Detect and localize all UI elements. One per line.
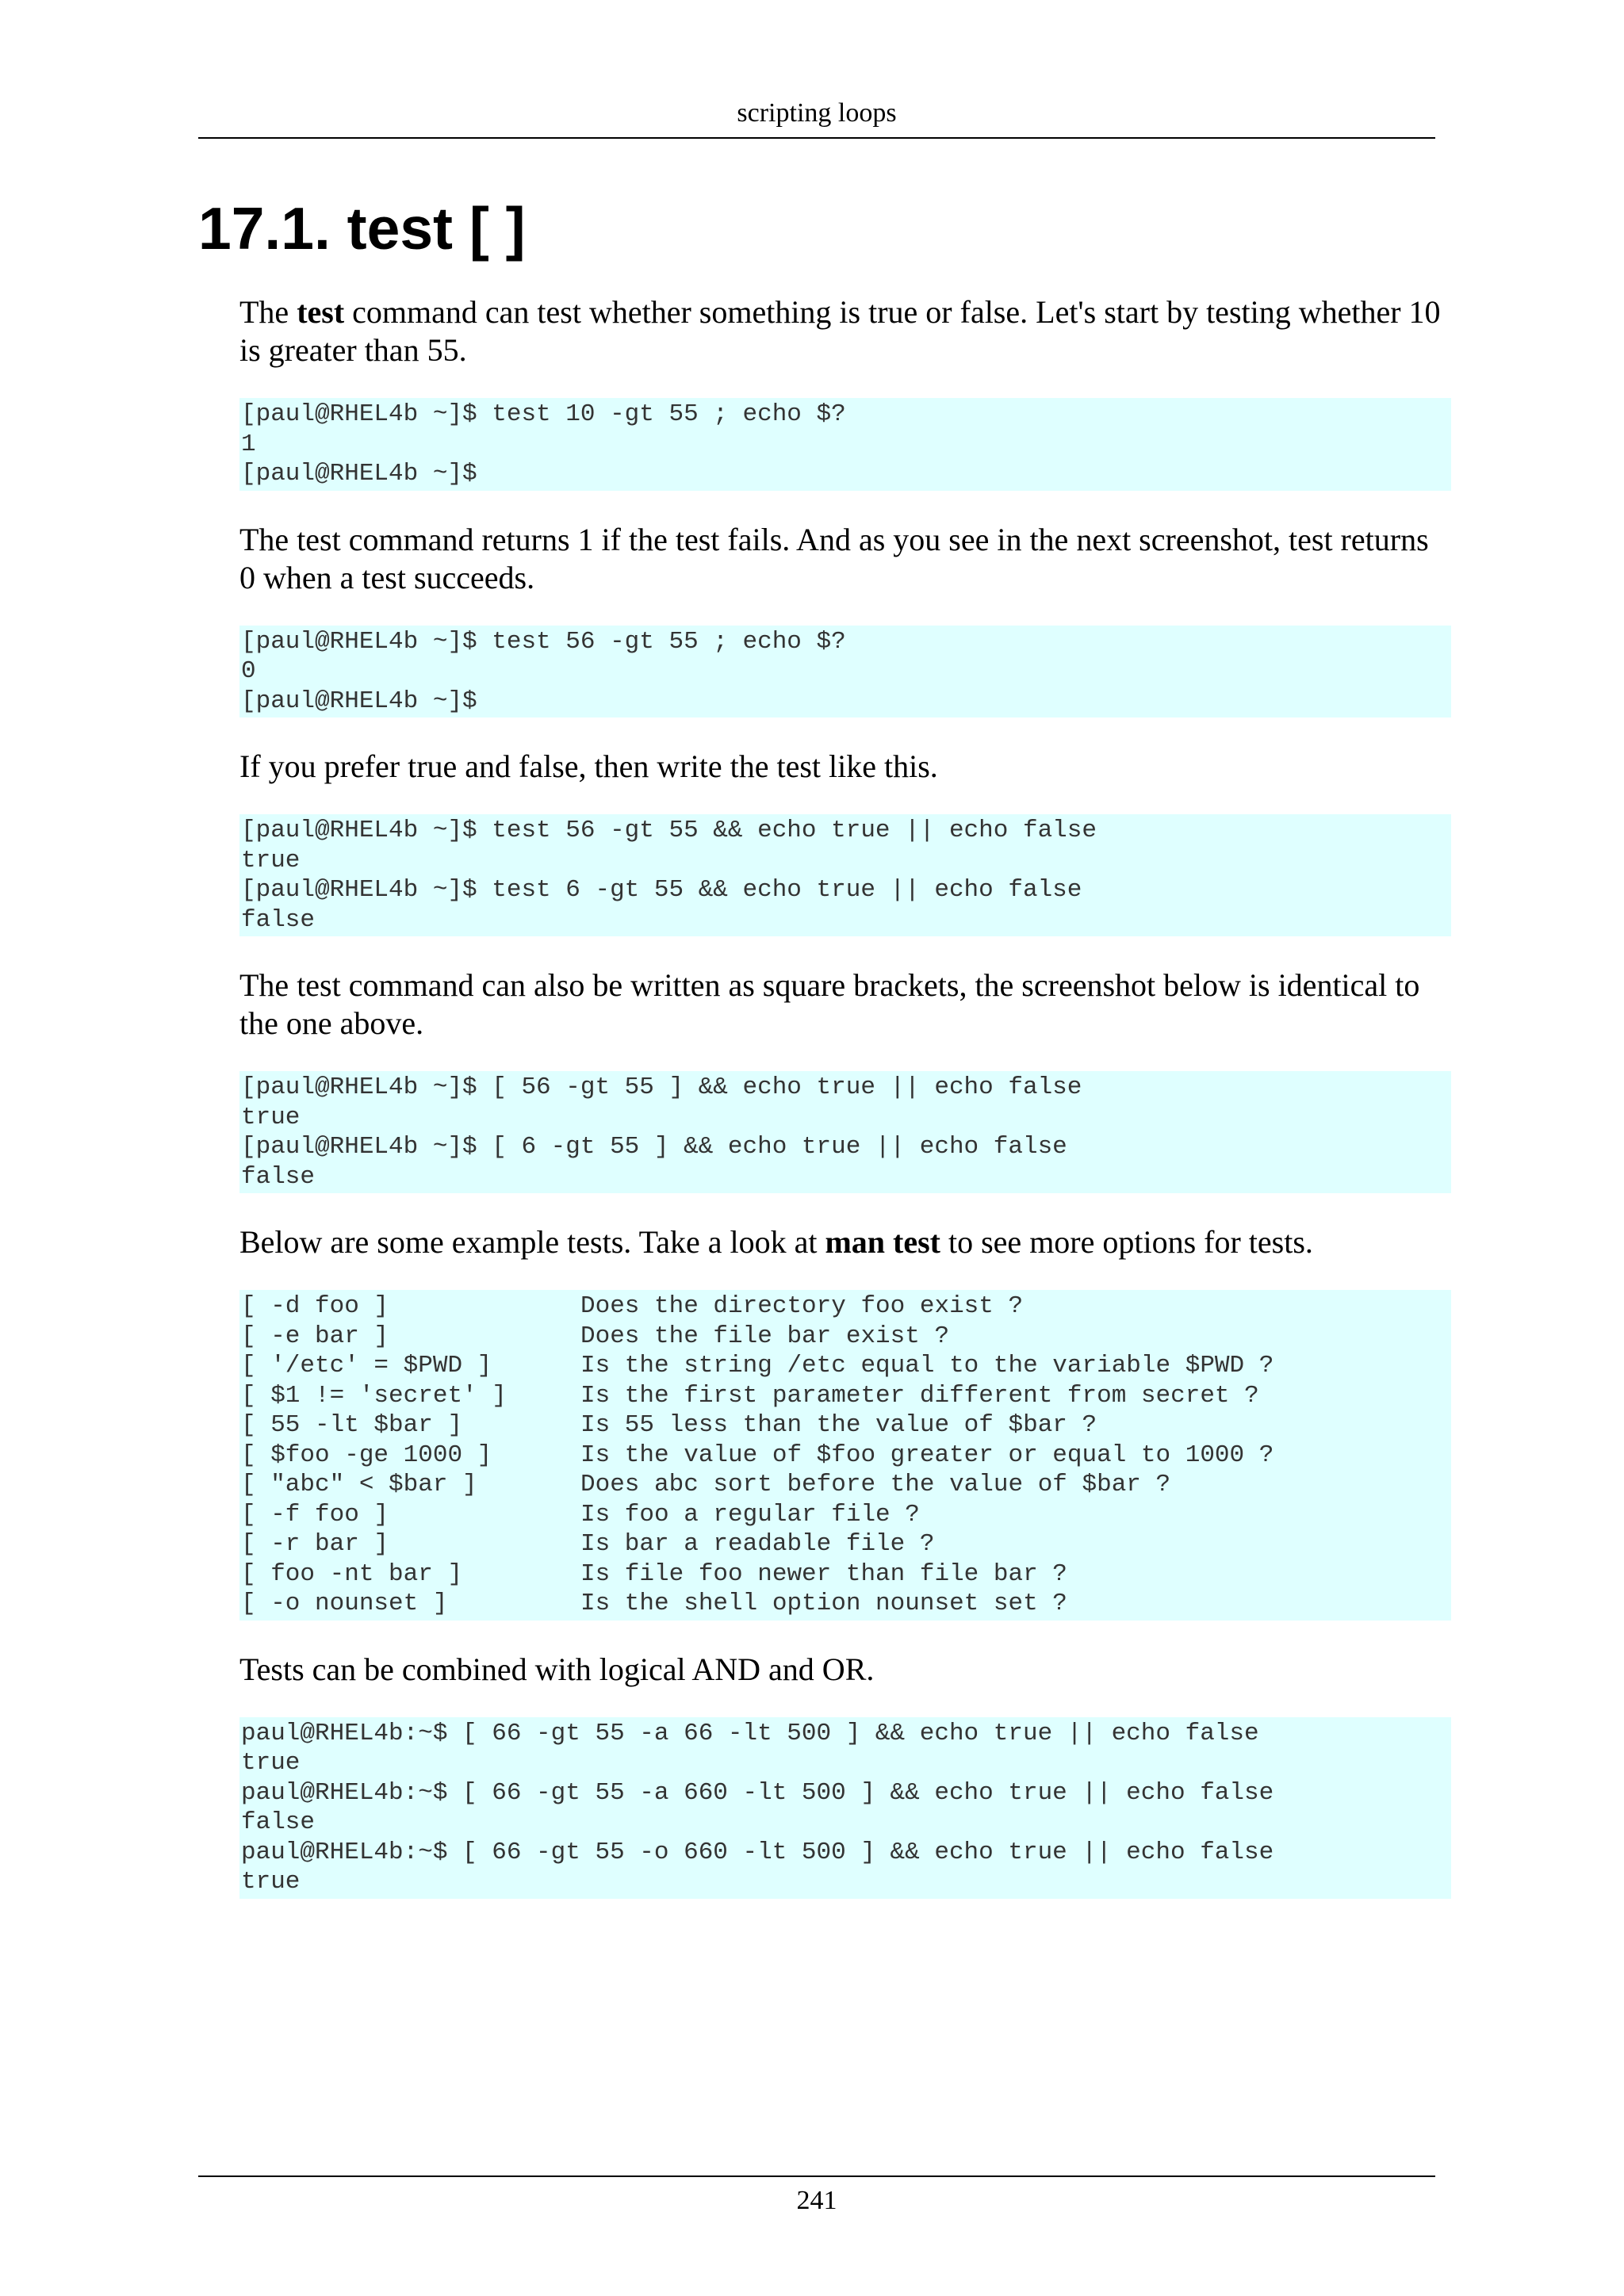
paragraph-square-brackets: The test command can also be written as square brackets, the screenshot below is identical to the one above. <box>239 967 1420 1041</box>
screen-line: true <box>241 1868 301 1896</box>
test-expression: [ $foo -ge 1000 ] <box>241 1441 492 1469</box>
screen-line: false <box>241 905 316 934</box>
test-row <box>241 1589 1451 1619</box>
test-expression: [ $1 != 'secret' ] <box>241 1381 507 1410</box>
test-expression: [ -o nounset ] <box>241 1590 448 1617</box>
screen-line: false <box>241 1162 316 1191</box>
screenshot-square-brackets <box>239 1071 1451 1193</box>
screen-line: [paul@RHEL4b ~]$ <box>241 687 477 715</box>
test-expression: [ 55 -lt $bar ] <box>241 1411 463 1439</box>
screen-line: false <box>241 1808 316 1836</box>
paragraph-intro-text-start: The <box>239 294 297 330</box>
test-row <box>241 1470 1451 1500</box>
screen-line: paul@RHEL4b:~$ [ 66 -gt 55 -a 66 -lt 500 ] && echo true || echo false <box>241 1719 1259 1747</box>
screen-line: [paul@RHEL4b ~]$ test 10 -gt 55 ; echo $? <box>241 400 846 428</box>
test-expression: [ -e bar ] <box>241 1322 389 1350</box>
running-header: scripting loops <box>737 98 897 128</box>
example-tests-table <box>239 1290 1451 1621</box>
screenshot-test-fails <box>239 398 1451 491</box>
section-title: 17.1. test [ ] <box>198 195 526 262</box>
paragraph-example-tests-text-start: Below are some example tests. Take a look at <box>239 1224 825 1260</box>
test-expression: [ foo -nt bar ] <box>241 1559 463 1588</box>
test-row <box>241 1322 1451 1352</box>
paragraph-true-false: If you prefer true and false, then write the test like this. <box>239 748 938 784</box>
test-expression: [ -r bar ] <box>241 1530 389 1558</box>
test-expression: [ -d foo ] <box>241 1292 389 1320</box>
paragraph-example-tests-text-end: to see more options for tests. <box>940 1224 1313 1260</box>
paragraph-return-codes: The test command returns 1 if the test fails. And as you see in the next screenshot, test returns 0 when a test succeeds. <box>239 521 1429 595</box>
screenshot-true-false <box>239 814 1451 936</box>
test-description: Is foo a regular file ? <box>580 1500 920 1529</box>
test-expression: [ '/etc' = $PWD ] <box>241 1352 492 1380</box>
test-row <box>241 1500 1451 1530</box>
paragraph-logical-and-or: Tests can be combined with logical AND and OR. <box>239 1651 875 1687</box>
header-rule <box>198 137 1435 139</box>
section-body <box>239 293 1445 1899</box>
screen-line: 0 <box>241 657 256 685</box>
test-description: Does the directory foo exist ? <box>580 1292 1024 1320</box>
command-name-test: test <box>297 294 345 330</box>
test-row <box>241 1529 1451 1559</box>
page-number: 241 <box>796 2186 837 2215</box>
test-description: Is the first parameter different from secret ? <box>580 1381 1259 1410</box>
test-description: Is 55 less than the value of $bar ? <box>580 1411 1097 1439</box>
test-row <box>241 1292 1451 1322</box>
test-row <box>241 1441 1451 1471</box>
screen-line: paul@RHEL4b:~$ [ 66 -gt 55 -o 660 -lt 500 ] && echo true || echo false <box>241 1838 1274 1866</box>
screen-line: [paul@RHEL4b ~]$ test 6 -gt 55 && echo true || echo false <box>241 876 1082 904</box>
screen-line: true <box>241 1749 301 1777</box>
test-row <box>241 1351 1451 1381</box>
screen-line: [paul@RHEL4b ~]$ test 56 -gt 55 ; echo $? <box>241 627 846 656</box>
screen-line: paul@RHEL4b:~$ [ 66 -gt 55 -a 660 -lt 500 ] && echo true || echo false <box>241 1778 1274 1807</box>
screen-line: [paul@RHEL4b ~]$ test 56 -gt 55 && echo true || echo false <box>241 817 1097 844</box>
paragraph-intro <box>239 293 1445 369</box>
test-row <box>241 1559 1451 1590</box>
test-description: Is the shell option nounset set ? <box>580 1590 1067 1617</box>
test-row <box>241 1410 1451 1441</box>
screen-line: true <box>241 846 301 874</box>
screenshot-logical-and-or <box>239 1717 1451 1899</box>
screen-line: [paul@RHEL4b ~]$ [ 6 -gt 55 ] && echo true || echo false <box>241 1133 1067 1161</box>
test-description: Does the file bar exist ? <box>580 1322 950 1350</box>
test-description: Does abc sort before the value of $bar ? <box>580 1471 1171 1498</box>
test-expression: [ -f foo ] <box>241 1500 389 1529</box>
screen-line: [paul@RHEL4b ~]$ [ 56 -gt 55 ] && echo true || echo false <box>241 1073 1082 1101</box>
test-description: Is the value of $foo greater or equal to 1000 ? <box>580 1441 1274 1469</box>
paragraph-example-tests <box>239 1223 1445 1261</box>
screen-line: true <box>241 1103 301 1131</box>
test-expression: [ "abc" < $bar ] <box>241 1471 477 1498</box>
test-description: Is bar a readable file ? <box>580 1530 935 1558</box>
test-row <box>241 1381 1451 1411</box>
paragraph-intro-text-end: command can test whether something is true or false. Let's start by testing whether 10 is greater than 55. <box>239 294 1441 368</box>
test-description: Is file foo newer than file bar ? <box>580 1559 1067 1588</box>
test-description: Is the string /etc equal to the variable $PWD ? <box>580 1352 1274 1380</box>
screenshot-test-succeeds <box>239 626 1451 718</box>
screen-line: 1 <box>241 430 256 458</box>
screen-line: [paul@RHEL4b ~]$ <box>241 460 477 488</box>
man-test-reference: man test <box>825 1224 940 1260</box>
